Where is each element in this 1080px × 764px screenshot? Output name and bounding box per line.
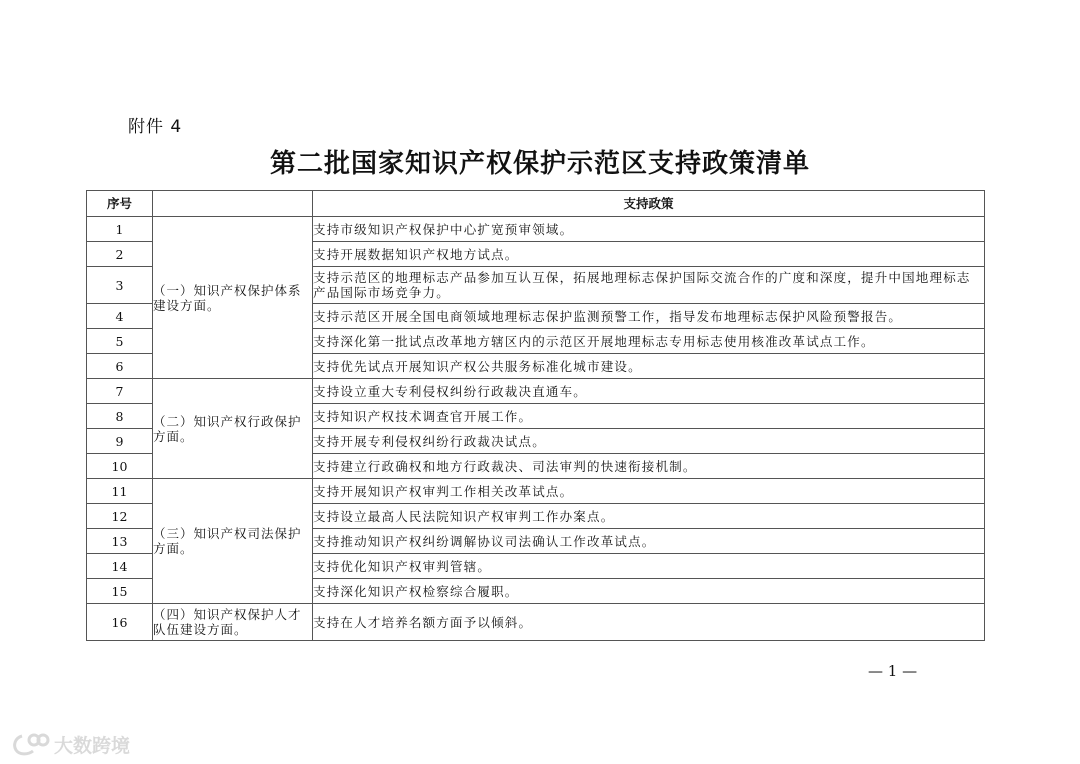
watermark <box>10 728 130 760</box>
policy-cell: 支持开展数据知识产权地方试点。 <box>313 242 985 267</box>
policy-cell: 支持优先试点开展知识产权公共服务标准化城市建设。 <box>313 354 985 379</box>
table-row <box>87 479 985 504</box>
page-number: — 1 — <box>868 662 918 680</box>
row-number: 16 <box>87 604 153 641</box>
policy-cell: 支持开展知识产权审判工作相关改革试点。 <box>313 479 985 504</box>
policy-cell: 支持深化知识产权检察综合履职。 <box>313 579 985 604</box>
policy-cell: 支持推动知识产权纠纷调解协议司法确认工作改革试点。 <box>313 529 985 554</box>
row-number: 14 <box>87 554 153 579</box>
header-category <box>153 191 313 217</box>
header-policy: 支持政策 <box>313 191 985 217</box>
policy-cell: 支持在人才培养名额方面予以倾斜。 <box>313 604 985 641</box>
row-number: 15 <box>87 579 153 604</box>
attachment-label: 附件 4 <box>128 117 183 137</box>
row-number: 1 <box>87 217 153 242</box>
table-header-row <box>87 191 985 217</box>
row-number: 2 <box>87 242 153 267</box>
row-number: 3 <box>87 267 153 304</box>
category-cell: （四）知识产权保护人才队伍建设方面。 <box>153 604 313 641</box>
policy-cell: 支持深化第一批试点改革地方辖区内的示范区开展地理标志专用标志使用核准改革试点工作。 <box>313 329 985 354</box>
policy-table <box>86 190 985 641</box>
policy-cell: 支持示范区开展全国电商领域地理标志保护监测预警工作，指导发布地理标志保护风险预警报告。 <box>313 304 985 329</box>
policy-cell: 支持示范区的地理标志产品参加互认互保，拓展地理标志保护国际交流合作的广度和深度，提升中国地理标志产品国际市场竞争力。 <box>313 267 985 304</box>
row-number: 8 <box>87 404 153 429</box>
row-number: 10 <box>87 454 153 479</box>
policy-cell: 支持知识产权技术调查官开展工作。 <box>313 404 985 429</box>
row-number: 9 <box>87 429 153 454</box>
row-number: 13 <box>87 529 153 554</box>
table-row <box>87 604 985 641</box>
category-cell: （二）知识产权行政保护方面。 <box>153 379 313 479</box>
row-number: 5 <box>87 329 153 354</box>
policy-cell: 支持优化知识产权审判管辖。 <box>313 554 985 579</box>
row-number: 12 <box>87 504 153 529</box>
policy-cell: 支持建立行政确权和地方行政裁决、司法审判的快速衔接机制。 <box>313 454 985 479</box>
policy-cell: 支持市级知识产权保护中心扩宽预审领域。 <box>313 217 985 242</box>
page-title: 第二批国家知识产权保护示范区支持政策清单 <box>269 149 810 179</box>
row-number: 4 <box>87 304 153 329</box>
policy-cell: 支持开展专利侵权纠纷行政裁决试点。 <box>313 429 985 454</box>
policy-cell: 支持设立重大专利侵权纠纷行政裁决直通车。 <box>313 379 985 404</box>
row-number: 6 <box>87 354 153 379</box>
weibo-logo-icon <box>10 730 50 758</box>
category-cell: （一）知识产权保护体系建设方面。 <box>153 217 313 379</box>
policy-cell: 支持设立最高人民法院知识产权审判工作办案点。 <box>313 504 985 529</box>
row-number: 11 <box>87 479 153 504</box>
watermark-text: 大数跨境 <box>54 734 131 757</box>
category-cell: （三）知识产权司法保护方面。 <box>153 479 313 604</box>
table-row <box>87 217 985 242</box>
header-no: 序号 <box>87 191 153 217</box>
row-number: 7 <box>87 379 153 404</box>
table-row <box>87 379 985 404</box>
